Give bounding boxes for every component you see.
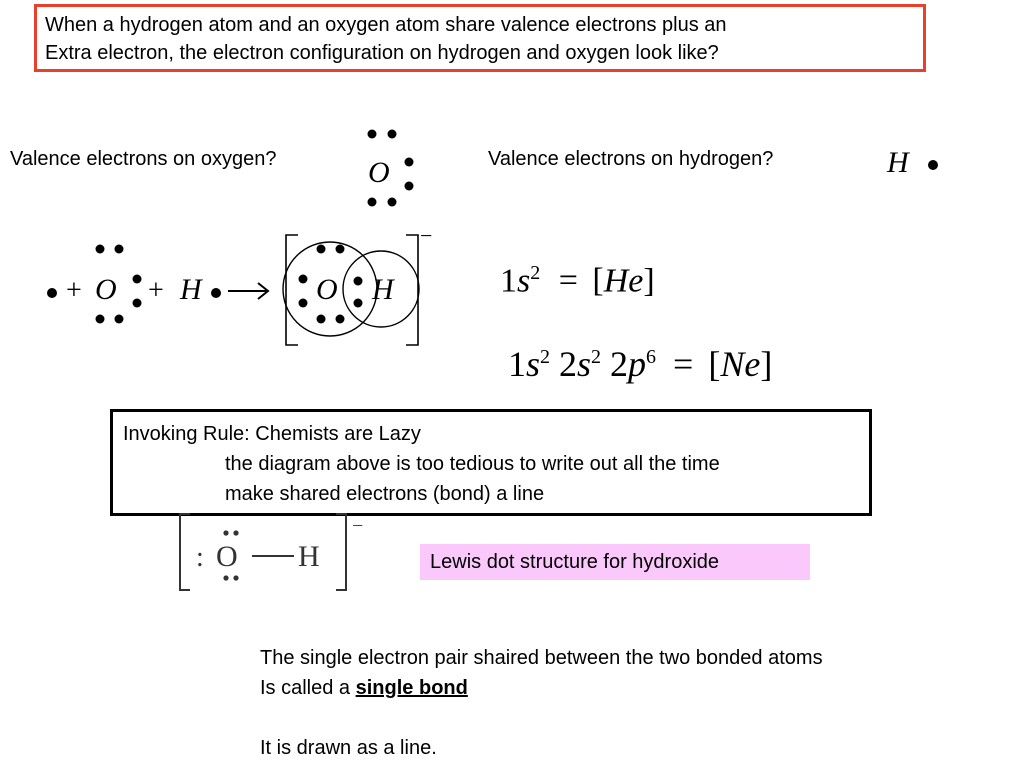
question-box: [34, 4, 926, 72]
hydrogen-symbol: H: [180, 273, 202, 306]
electron-dot: [115, 315, 124, 324]
bracket-close: ]: [760, 344, 773, 384]
hydrogen-symbol: H: [298, 540, 320, 573]
electron-dot: [336, 315, 345, 324]
negative-charge: −: [352, 515, 364, 537]
oxygen-symbol: O: [216, 540, 238, 573]
hydrogen-symbol: H: [887, 146, 909, 179]
electron-dot: [233, 530, 238, 535]
shared-electron-dot: [354, 299, 363, 308]
bond-note-prefix: Is called a: [260, 677, 351, 699]
config-exponent: 6: [646, 346, 657, 368]
electron-dot: [405, 182, 414, 191]
hydroxide-lewis-structure: [176, 508, 386, 596]
config-orbital: p: [628, 344, 647, 384]
config-coefficient: 2: [559, 344, 578, 384]
config-orbital: s: [526, 344, 541, 384]
bond-note-line-1: The single electron pair shaired between the two bonded atoms: [260, 647, 823, 669]
neon-configuration: [508, 343, 772, 385]
electron-dot: [211, 288, 221, 298]
lewis-structure-label: Lewis dot structure for hydroxide: [420, 544, 810, 580]
hydrogen-symbol: H: [372, 273, 394, 306]
right-bracket: [406, 235, 418, 345]
electron-dot: [223, 530, 228, 535]
config-coefficient: 1: [508, 344, 526, 384]
question-line-2: Extra electron, the electron configuration on hydrogen and oxygen look like?: [45, 42, 719, 64]
plus-sign: +: [148, 275, 164, 306]
negative-charge: −: [420, 225, 433, 248]
electron-dot: [317, 315, 326, 324]
hydrogen-valence-diagram: [885, 140, 945, 185]
electron-dot: [133, 299, 142, 308]
electron-dot: [928, 160, 938, 170]
right-bracket: [336, 514, 346, 590]
oxygen-symbol: O: [368, 156, 390, 189]
electron-dot: [233, 575, 238, 580]
lone-pair-colon: :: [196, 542, 204, 573]
bond-note-line-2: [260, 674, 468, 702]
electron-dot: [299, 275, 308, 284]
equals-sign: =: [558, 262, 578, 300]
valence-oxygen-label: Valence electrons on oxygen?: [10, 148, 277, 170]
helium-symbol: He: [603, 262, 644, 300]
electron-dot: [96, 245, 105, 254]
electron-dot: [336, 245, 345, 254]
electron-dot: [388, 130, 397, 139]
plus-sign: +: [66, 275, 82, 306]
left-bracket: [180, 514, 190, 590]
config-exponent: 2: [530, 262, 541, 284]
valence-hydrogen-label: Valence electrons on hydrogen?: [488, 148, 774, 170]
config-coefficient: 1: [500, 262, 517, 300]
electron-dot: [317, 245, 326, 254]
electron-dot: [133, 275, 142, 284]
electron-dot: [368, 130, 377, 139]
electron-dot: [405, 158, 414, 167]
shared-electron-dot: [354, 277, 363, 286]
config-orbital: s: [517, 262, 531, 300]
question-line-1: When a hydrogen atom and an oxygen atom share valence electrons plus an: [45, 14, 727, 36]
config-exponent: 2: [540, 346, 551, 368]
rule-heading: Invoking Rule: Chemists are Lazy: [123, 423, 421, 445]
equals-sign: =: [673, 344, 694, 384]
rule-box: [110, 409, 872, 516]
hydroxide-formation-diagram: [40, 225, 450, 355]
config-exponent: 2: [591, 346, 602, 368]
bracket-open: [: [592, 262, 604, 300]
electron-dot: [223, 575, 228, 580]
config-coefficient: 2: [610, 344, 629, 384]
electron-dot: [388, 198, 397, 207]
bracket-close: ]: [643, 262, 655, 300]
config-orbital: s: [577, 344, 592, 384]
rule-line-1: the diagram above is too tedious to write out all the time: [225, 453, 720, 475]
electron-dot: [115, 245, 124, 254]
bond-note-line-3: It is drawn as a line.: [260, 737, 437, 759]
electron-dot: [96, 315, 105, 324]
rule-line-2: make shared electrons (bond) a line: [225, 483, 545, 505]
helium-configuration: [500, 262, 655, 300]
electron-dot: [368, 198, 377, 207]
single-bond-term: single bond: [355, 677, 468, 699]
oxygen-symbol: O: [95, 273, 117, 306]
electron-dot: [47, 288, 57, 298]
reaction-arrow-icon: [228, 283, 268, 299]
bracket-open: [: [708, 344, 721, 384]
oxygen-valence-diagram: [360, 120, 420, 215]
electron-dot: [299, 299, 308, 308]
left-bracket: [286, 235, 298, 345]
neon-symbol: Ne: [720, 344, 761, 384]
oxygen-symbol: O: [316, 273, 338, 306]
